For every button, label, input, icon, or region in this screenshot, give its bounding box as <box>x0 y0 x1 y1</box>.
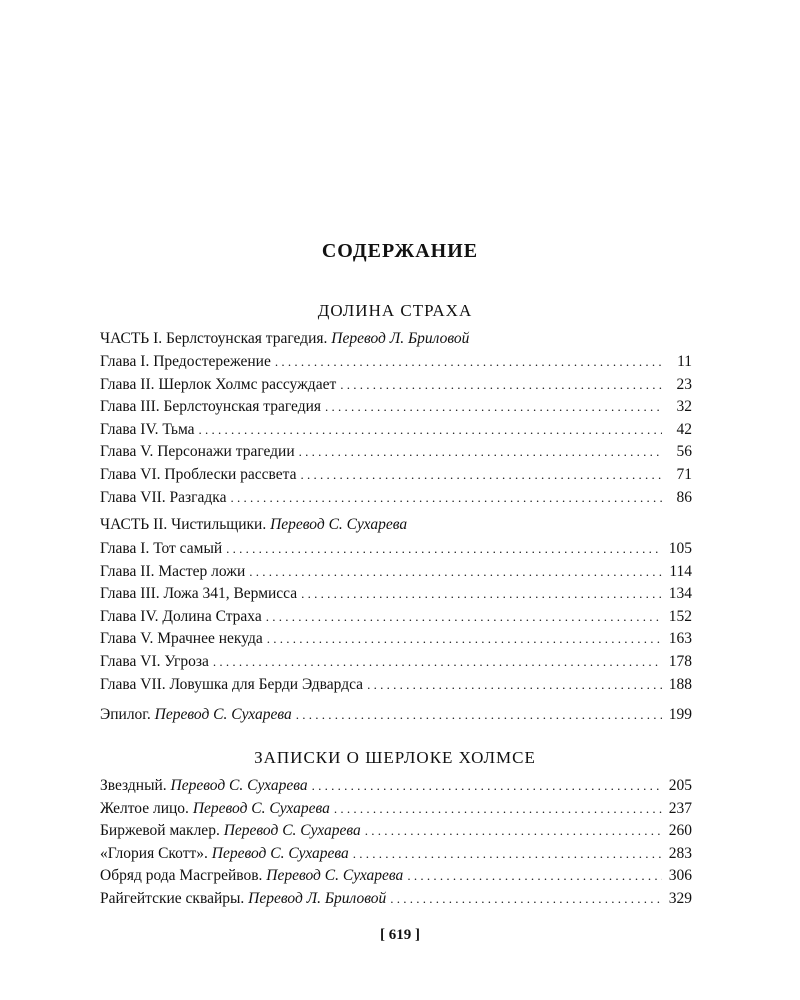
entry-translator: Перевод С. Сухарева <box>170 777 308 794</box>
entry-label: Глава IV. Тьма <box>100 420 195 438</box>
page-number: 42 <box>676 420 692 438</box>
entry-label: Глава V. Мрачнее некуда <box>100 630 263 648</box>
entry-title: Желтое лицо. <box>100 799 189 817</box>
page-number: 105 <box>668 540 692 557</box>
toc-entry <box>100 374 692 397</box>
toc-entry <box>100 843 692 866</box>
part-heading-1 <box>100 330 469 348</box>
entry-label <box>100 798 330 821</box>
leader-dots <box>230 487 662 510</box>
page-number: 134 <box>668 585 692 603</box>
entry-label <box>100 888 386 911</box>
toc-entry <box>100 351 692 374</box>
part-label: ЧАСТЬ I. Берлстоунская трагедия. <box>100 330 328 347</box>
entry-label: Глава III. Берлстоунская трагедия <box>100 398 322 416</box>
leader-dots <box>213 651 662 674</box>
leader-dots <box>296 704 662 727</box>
entry-title: «Глория Скотт». <box>100 844 208 862</box>
entry-label: Глава VI. Проблески рассвета <box>100 465 297 483</box>
toc-entry <box>100 651 692 674</box>
page-number: 152 <box>668 607 692 625</box>
entry-label <box>100 865 403 888</box>
toc-entry <box>100 865 692 888</box>
section-heading-memoirs: ЗАПИСКИ О ШЕРЛОКЕ ХОЛМСЕ <box>254 748 536 767</box>
page-number: 71 <box>676 465 692 483</box>
page-number: 188 <box>668 675 692 693</box>
page-number: 260 <box>668 822 692 840</box>
entry-label: Глава II. Шерлок Холмс рассуждает <box>100 375 337 393</box>
leader-dots <box>367 674 662 697</box>
page-number: 163 <box>668 630 692 648</box>
toc-entry <box>100 674 692 697</box>
page-number: 237 <box>668 799 692 817</box>
toc-entry <box>100 396 692 419</box>
page-number: 56 <box>676 443 692 461</box>
section-heading-valley-of-fear: ДОЛИНА СТРАХА <box>317 301 473 320</box>
entry-title: Звездный. <box>100 777 167 794</box>
entry-label <box>100 775 308 798</box>
entry-label <box>100 843 349 866</box>
entry-title: Биржевой маклер. <box>100 822 220 840</box>
leader-dots <box>226 538 662 561</box>
entry-label: Глава I. Тот самый <box>100 540 223 557</box>
toc-entry <box>100 538 692 561</box>
part-heading-2 <box>100 516 407 534</box>
leader-dots <box>299 441 662 464</box>
entry-translator: Перевод С. Сухарева <box>223 822 361 840</box>
toc-entry <box>100 704 692 727</box>
leader-dots <box>334 798 662 821</box>
entry-title: Райгейтские сквайры. <box>100 889 245 907</box>
entry-label: Глава I. Предостережение <box>100 353 271 370</box>
leader-dots <box>266 606 662 629</box>
toc-entry <box>100 628 692 651</box>
entry-translator: Перевод С. Сухарева <box>154 706 292 723</box>
page-number: 329 <box>668 889 692 907</box>
entry-title: Обряд рода Масгрейвов. <box>100 867 263 885</box>
entry-label: Глава II. Мастер ложи <box>100 562 246 580</box>
toc-entry <box>100 820 692 843</box>
toc-entry <box>100 606 692 629</box>
part-label: ЧАСТЬ II. Чистильщики. <box>100 516 267 533</box>
toc-entry <box>100 441 692 464</box>
page-number: 11 <box>677 353 692 370</box>
leader-dots <box>301 583 662 606</box>
leader-dots <box>325 396 662 419</box>
leader-dots <box>407 865 662 888</box>
toc-part-1 <box>100 351 692 509</box>
toc-memoirs <box>100 775 692 911</box>
leader-dots <box>365 820 662 843</box>
leader-dots <box>275 351 662 374</box>
entry-label: Глава VII. Разгадка <box>100 488 227 506</box>
leader-dots <box>340 374 662 397</box>
toc-entry <box>100 798 692 821</box>
page-number: 86 <box>676 488 692 506</box>
toc-entry <box>100 775 692 798</box>
entry-label: Глава III. Ложа 341, Вермисса <box>100 585 298 603</box>
page-title: СОДЕРЖАНИЕ <box>321 240 479 262</box>
leader-dots <box>199 419 662 442</box>
entry-translator: Перевод С. Сухарева <box>211 844 349 862</box>
entry-label <box>100 704 292 727</box>
leader-dots <box>267 628 662 651</box>
entry-translator: Перевод С. Сухарева <box>266 867 404 885</box>
toc-epilogue <box>100 704 692 727</box>
leader-dots <box>353 843 662 866</box>
page-number: 178 <box>668 652 692 670</box>
toc-part-2 <box>100 538 692 696</box>
leader-dots <box>301 464 663 487</box>
page-number: 23 <box>676 375 692 393</box>
part-translator: Перевод Л. Бриловой <box>331 330 470 347</box>
entry-label: Глава IV. Долина Страха <box>100 607 262 625</box>
toc-entry <box>100 487 692 510</box>
toc-entry <box>100 561 692 584</box>
page-folio: [ 619 ] <box>380 927 420 943</box>
leader-dots <box>312 775 662 798</box>
page-number: 283 <box>668 844 692 862</box>
entry-label: Глава VII. Ловушка для Берди Эдвардса <box>100 675 364 693</box>
part-translator: Перевод С. Сухарева <box>270 516 408 533</box>
page-number: 32 <box>676 398 692 416</box>
leader-dots <box>390 888 662 911</box>
page-number: 114 <box>669 562 692 580</box>
entry-translator: Перевод С. Сухарева <box>192 799 330 817</box>
page-number: 205 <box>668 777 692 794</box>
toc-entry <box>100 888 692 911</box>
entry-label <box>100 820 361 843</box>
entry-translator: Перевод Л. Бриловой <box>248 889 387 907</box>
entry-label: Глава V. Персонажи трагедии <box>100 443 295 461</box>
page-number: 199 <box>668 706 692 723</box>
entry-title: Эпилог. <box>100 706 151 723</box>
leader-dots <box>249 561 662 584</box>
toc-entry <box>100 583 692 606</box>
entry-label: Глава VI. Угроза <box>100 652 209 670</box>
toc-entry <box>100 464 692 487</box>
page-number: 306 <box>668 867 692 885</box>
toc-entry <box>100 419 692 442</box>
